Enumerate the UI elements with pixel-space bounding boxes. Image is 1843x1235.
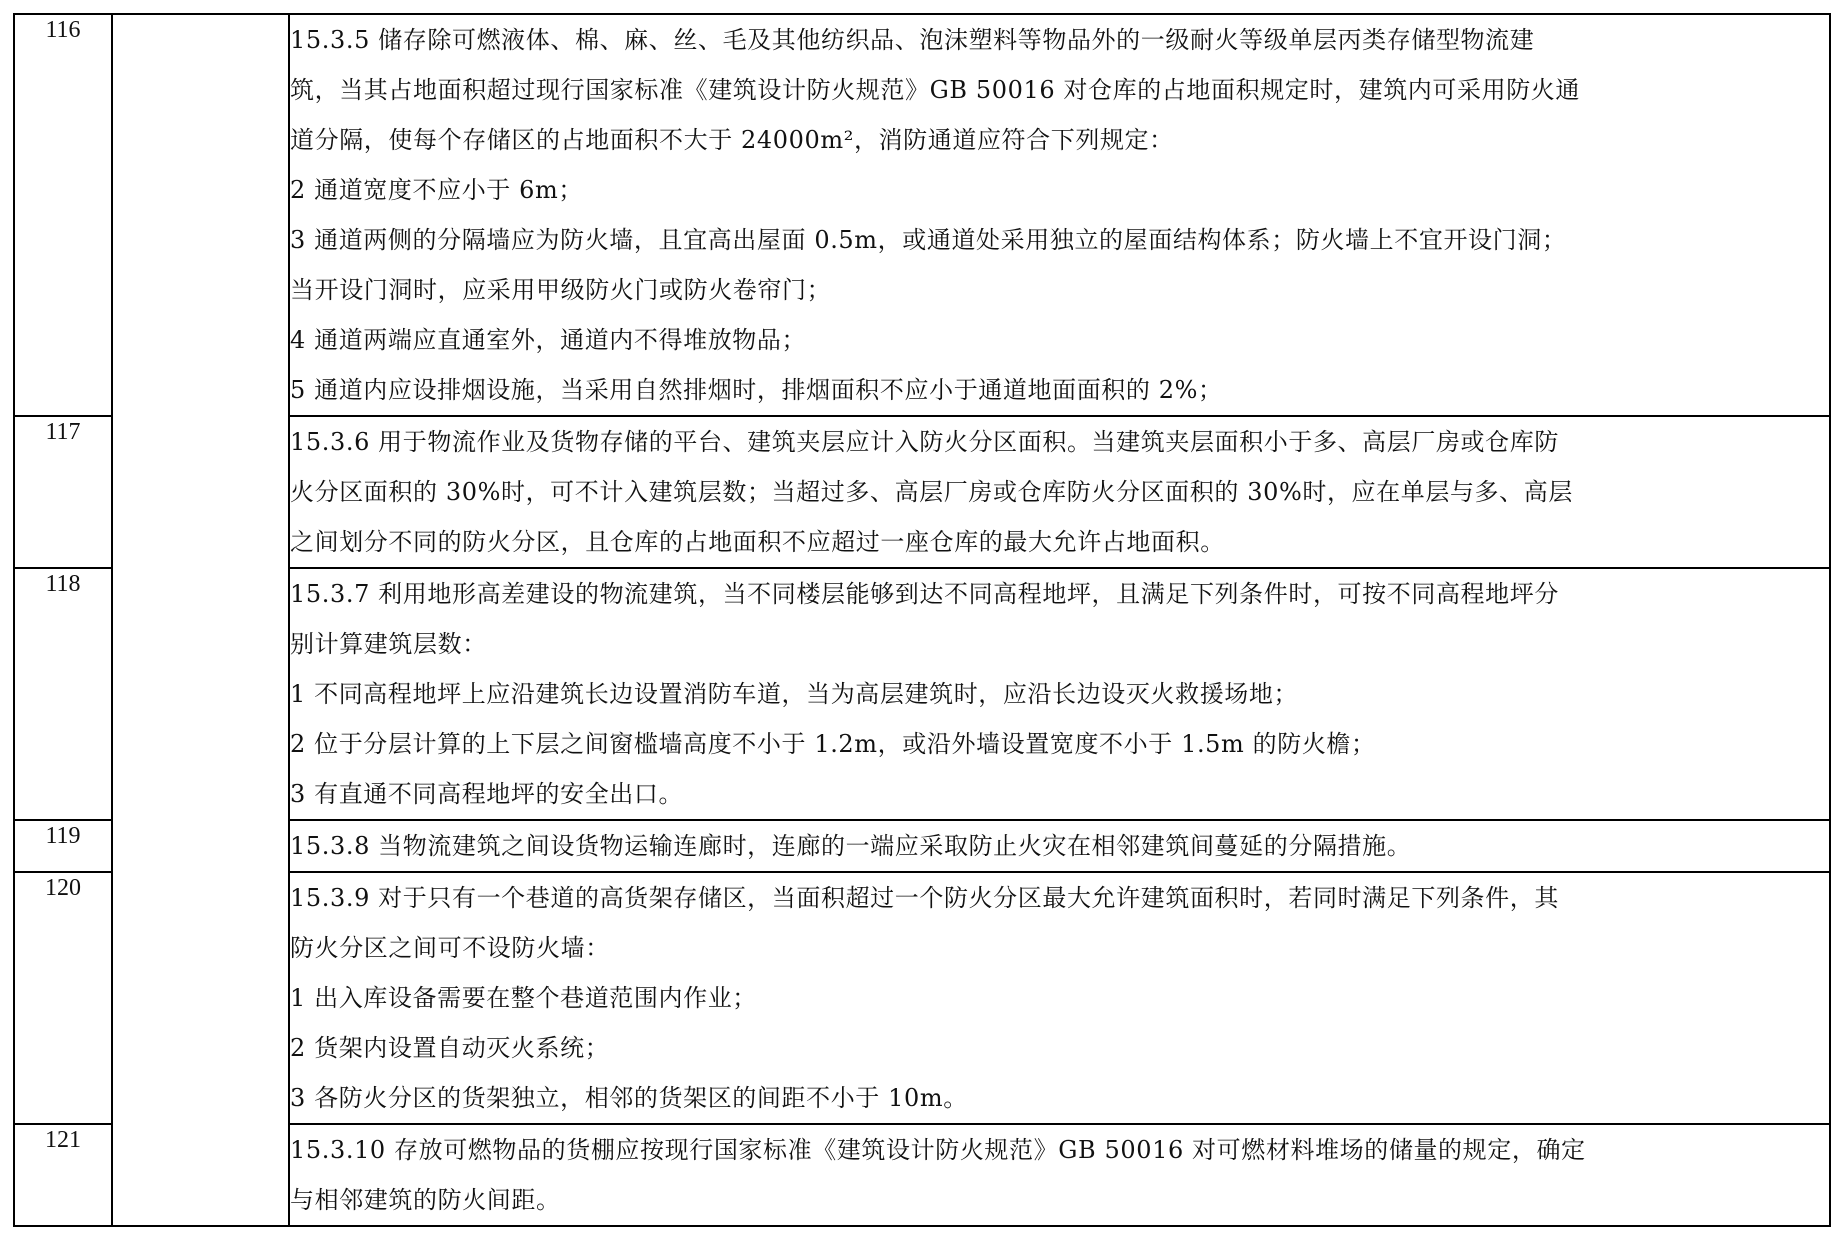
row-number: 117 [14,416,112,568]
clause-line: 2 货架内设置自动灭火系统； [290,1034,610,1062]
clause-text-cell [289,1124,1830,1226]
clause-line: 当开设门洞时，应采用甲级防火门或防火卷帘门； [290,276,832,304]
clause-text-cell [289,872,1830,1124]
clause-line: 15.3.9 对于只有一个巷道的高货架存储区，当面积超过一个防火分区最大允许建筑面积时，若同时满足下列条件，其 [290,884,1559,912]
clause-text-cell [289,14,1830,416]
row-number: 119 [14,820,112,872]
clause-line: 防火分区之间可不设防火墙： [290,934,610,962]
table-row [14,14,1830,416]
clause-line: 3 有直通不同高程地坪的安全出口。 [290,780,684,808]
clause-table-body [14,14,1830,1226]
category-column-cell [112,14,289,1226]
clause-line: 道分隔，使每个存储区的占地面积不大于 24000m²，消防通道应符合下列规定： [290,126,1174,154]
clause-line: 之间划分不同的防火分区，且仓库的占地面积不应超过一座仓库的最大允许占地面积。 [290,528,1225,556]
clause-line: 火分区面积的 30%时，可不计入建筑层数；当超过多、高层厂房或仓库防火分区面积的 30%时，应在单层与多、高层 [290,478,1573,506]
clause-line: 2 通道宽度不应小于 6m； [290,176,583,204]
clause-text-cell [289,416,1830,568]
clause-line: 1 不同高程地坪上应沿建筑长边设置消防车道，当为高层建筑时，应沿长边设灭火救援场地； [290,680,1299,708]
clause-line: 5 通道内应设排烟设施，当采用自然排烟时，排烟面积不应小于通道地面面积的 2%； [290,376,1223,404]
clause-line: 3 通道两侧的分隔墙应为防火墙，且宜高出屋面 0.5m，或通道处采用独立的屋面结构体系；防火墙上不宜开设门洞； [290,226,1567,254]
clause-line: 4 通道两端应直通室外，通道内不得堆放物品； [290,326,807,354]
clause-line: 筑，当其占地面积超过现行国家标准《建筑设计防火规范》GB 50016 对仓库的占地面积规定时，建筑内可采用防火通 [290,76,1581,104]
clause-line: 15.3.6 用于物流作业及货物存储的平台、建筑夹层应计入防火分区面积。当建筑夹层面积小于多、高层厂房或仓库防 [290,428,1559,456]
clause-line: 15.3.10 存放可燃物品的货棚应按现行国家标准《建筑设计防火规范》GB 50016 对可燃材料堆场的储量的规定，确定 [290,1136,1586,1164]
clause-line: 2 位于分层计算的上下层之间窗槛墙高度不小于 1.2m，或沿外墙设置宽度不小于 1.5m 的防火檐； [290,730,1376,758]
clause-line: 与相邻建筑的防火间距。 [290,1186,561,1214]
clause-line: 15.3.8 当物流建筑之间设货物运输连廊时，连廊的一端应采取防止火灾在相邻建筑间蔓延的分隔措施。 [290,832,1412,860]
clause-table [13,13,1831,1227]
clause-text-cell [289,820,1830,872]
clause-line: 别计算建筑层数： [290,630,487,658]
row-number: 120 [14,872,112,1124]
clause-line: 15.3.5 储存除可燃液体、棉、麻、丝、毛及其他纺织品、泡沫塑料等物品外的一级耐火等级单层丙类存储型物流建 [290,26,1535,54]
row-number: 118 [14,568,112,820]
clause-line: 1 出入库设备需要在整个巷道范围内作业； [290,984,757,1012]
clause-line: 15.3.7 利用地形高差建设的物流建筑，当不同楼层能够到达不同高程地坪，且满足下列条件时，可按不同高程地坪分 [290,580,1559,608]
clause-line: 3 各防火分区的货架独立，相邻的货架区的间距不小于 10m。 [290,1084,968,1112]
clause-text-cell [289,568,1830,820]
row-number: 121 [14,1124,112,1226]
row-number: 116 [14,14,112,416]
